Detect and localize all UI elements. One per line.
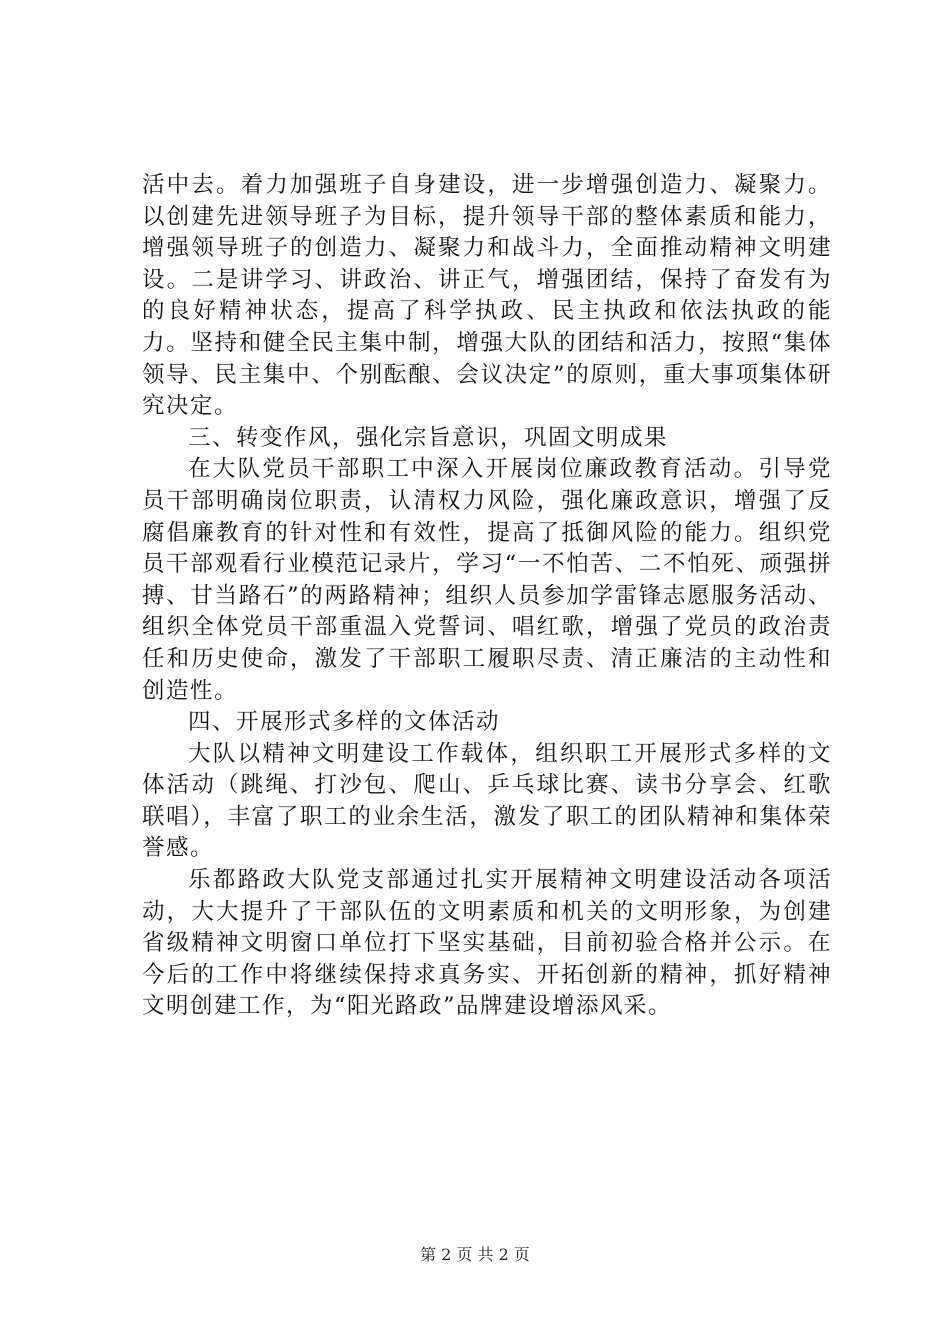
paragraph-continuation: 活中去。着力加强班子自身建设，进一步增强创造力、凝聚力。以创建先进领导班子为目标，提升领导干部的整体素质和能力，增强领导班子的创造力、凝聚力和战斗力，全面推动精神文明建设。二是讲学习、讲政治、讲正气，增强团结，保持了奋发有为的良好精神状态，提高了科学执政、民主执政和依法执政的能力。坚持和健全民主集中制，增强大队的团结和活力，按照“集体领导、民主集中、个别酝酿、会议决定”的原则，重大事项集体研究决定。 — [142, 172, 832, 420]
paragraph-anticorruption: 在大队党员干部职工中深入开展岗位廉政教育活动。引导党员干部明确岗位职责，认清权力风险，强化廉政意识，增强了反腐倡廉教育的针对性和有效性，提高了抵御风险的能力。组织党员干部观看行业模范记录片，学习“一不怕苦、二不怕死、顽强拼搏、甘当路石”的两路精神；组织人员参加学雷锋志愿服务活动、组织全体党员干部重温入党誓词、唱红歌，增强了党员的政治责任和历史使命，激发了干部职工履职尽责、清正廉洁的主动性和创造性。 — [142, 456, 832, 704]
section-heading-4: 四、开展形式多样的文体活动 — [188, 709, 501, 736]
page-footer: 第 2 页 共 2 页 — [420, 1245, 530, 1264]
section-heading-3: 三、转变作风，强化宗旨意识，巩固文明成果 — [188, 424, 669, 451]
paragraph-activities: 大队以精神文明建设工作载体，组织职工开展形式多样的文体活动（跳绳、打沙包、爬山、乒乓球比赛、读书分享会、红歌联唱），丰富了职工的业余生活，激发了职工的团队精神和集体荣誉感。 — [142, 740, 832, 862]
document-body — [142, 170, 832, 1023]
paragraph-conclusion: 乐都路政大队党支部通过扎实开展精神文明建设活动各项活动，大大提升了干部队伍的文明素质和机关的文明形象，为创建省级精神文明窗口单位打下坚实基础，目前初验合格并公示。在今后的工作中将继续保持求真务实、开拓创新的精神，抓好精神文明创建工作，为“阳光路政”品牌建设增添风采。 — [142, 867, 832, 1020]
